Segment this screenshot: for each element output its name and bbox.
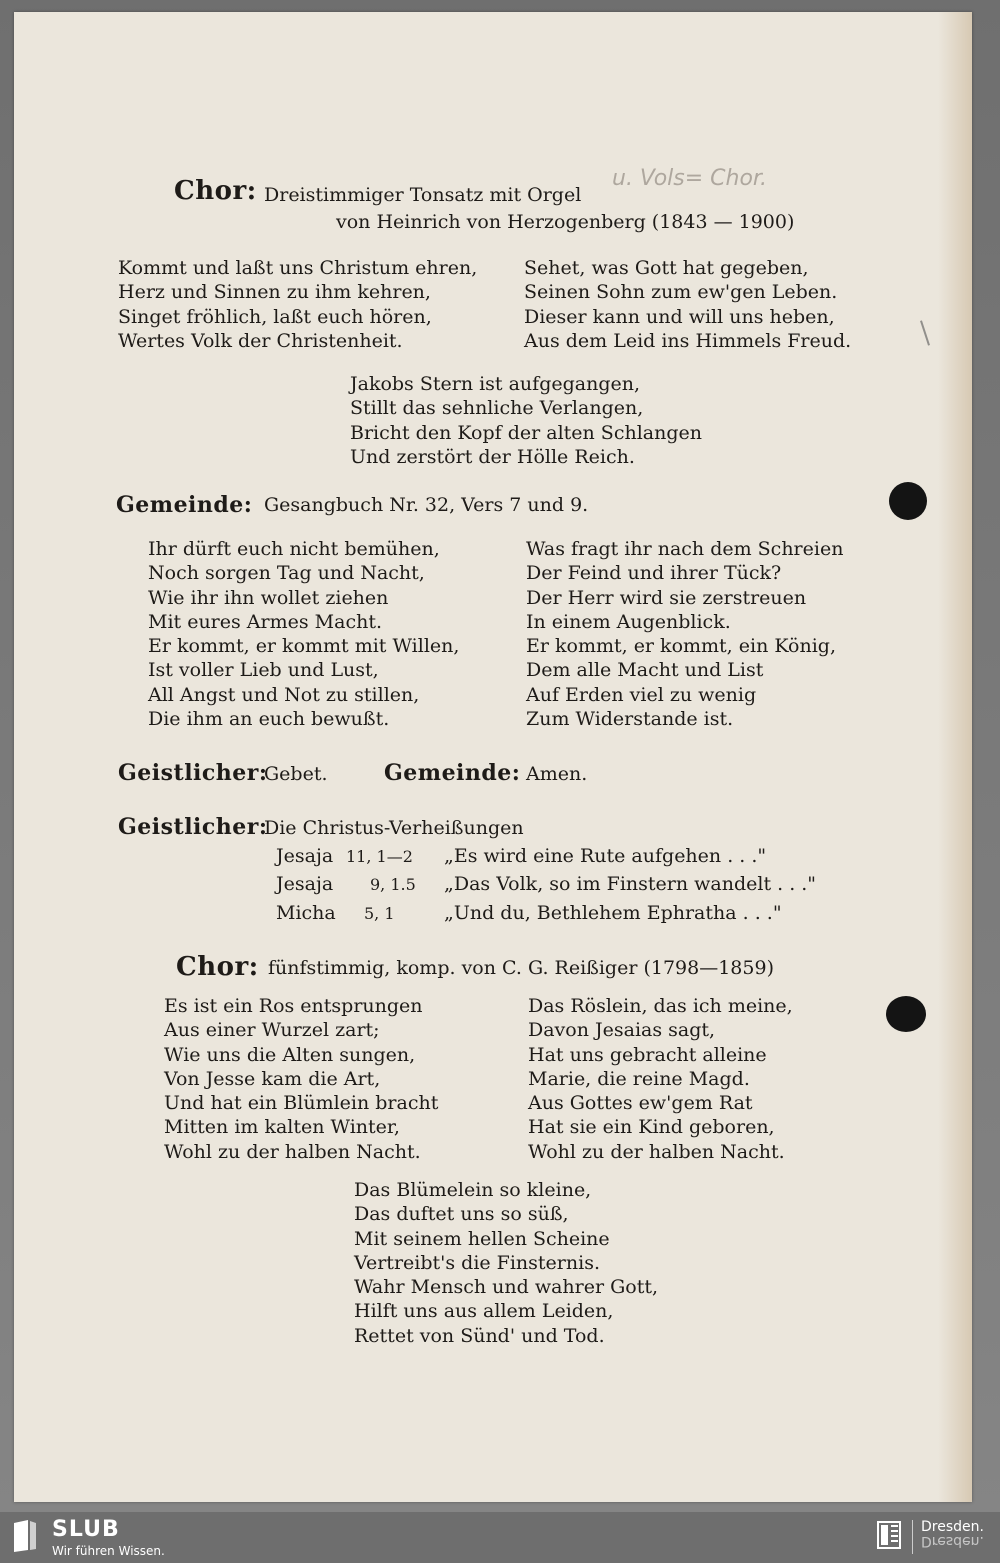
verse-line: Davon Jesaias sagt, [528,1019,716,1042]
scripture-quote: „Es wird eine Rute aufgehen . . ." [444,845,767,867]
verse-line: Aus dem Leid ins Himmels Freud. [524,329,852,352]
verse-line: Singet fröhlich, laßt euch hören, [118,305,432,328]
footer-divider [912,1520,913,1554]
verse-line: Sehet, was Gott hat gegeben, [524,257,809,279]
dresden-label: Dresden. [921,1519,984,1535]
verse-line: Es ist ein Ros entsprungen [164,995,423,1017]
verse-line: Seinen Sohn zum ew'gen Leben. [524,281,838,304]
verse-line: Wertes Volk der Christenheit. [118,329,403,352]
verse-line: Aus einer Wurzel zart; [164,1019,380,1042]
gemeinde-description: Gesangbuch Nr. 32, Vers 7 und 9. [264,494,589,516]
verse-line: Dem alle Macht und List [526,659,764,682]
verse-line: Wahr Mensch und wahrer Gott, [354,1276,659,1299]
verse-line: Wie uns die Alten sungen, [164,1043,416,1066]
page-edge [938,12,972,1502]
scripture-book: Jesaja [276,873,334,895]
punch-hole [889,482,927,520]
verse-right [528,994,793,1164]
geistlicher-label: Geistlicher: [118,814,268,840]
dresden-logo[interactable] [921,1520,984,1548]
scripture-ref: 11, 1—2 [346,847,413,866]
dresden-reflection: Dresden. [921,1533,984,1549]
verse-right [524,256,851,353]
verse-left [118,256,477,353]
chor-label: Chor: [176,952,259,982]
chor-description: fünfstimmig, komp. von C. G. Reißiger (1798—1859) [268,957,774,979]
slub-logo-icon[interactable] [12,1519,38,1553]
verse-line: Aus Gottes ew'gem Rat [528,1092,753,1115]
scripture-book: Micha [276,902,336,924]
verse-line: Rettet von Sünd' und Tod. [354,1324,605,1347]
verse-left [164,994,438,1164]
verse-line: Die ihm an euch bewußt. [148,708,390,731]
verse-line: Stillt das sehnliche Verlangen, [350,397,644,420]
composer-line: von Heinrich von Herzogenberg (1843 — 1900) [336,211,795,233]
verse-line: Wie ihr ihn wollet ziehen [148,586,389,609]
scripture-book: Jesaja [276,845,334,867]
chor-description: Dreistimmiger Tonsatz mit Orgel [264,184,582,206]
viewer-footer [0,1512,1000,1563]
verse-right [526,537,843,731]
verse-line: Bricht den Kopf der alten Schlangen [350,421,702,444]
verse-line: Kommt und laßt uns Christum ehren, [118,257,478,279]
dresden-crest-icon [876,1520,902,1550]
verse-line: Und zerstört der Hölle Reich. [350,445,635,468]
verse-line: Mitten im kalten Winter, [164,1116,400,1139]
verse-line: Das Blümelein so kleine, [354,1179,592,1201]
verse-line: Der Herr wird sie zerstreuen [526,586,807,609]
verse-line: Noch sorgen Tag und Nacht, [148,562,425,585]
verse-line: Wohl zu der halben Nacht. [164,1140,421,1163]
verse-line: Hilft uns aus allem Leiden, [354,1300,614,1323]
verse-line: Marie, die reine Magd. [528,1067,750,1090]
slub-tagline: Wir führen Wissen. [52,1544,165,1558]
verse-line: Ist voller Lieb und Lust, [148,659,379,682]
verheissungen-title: Die Christus-Verheißungen [264,817,524,839]
scripture-quote: „Das Volk, so im Finstern wandelt . . ." [444,873,817,895]
verse-line: Das duftet uns so süß, [354,1203,569,1226]
verse-line: Vertreibt's die Finsternis. [354,1251,600,1274]
verse-left [148,537,459,731]
verse-line: Jakobs Stern ist aufgegangen, [350,373,641,395]
verse-line: Wohl zu der halben Nacht. [528,1140,785,1163]
verse-line: Das Röslein, das ich meine, [528,995,793,1017]
verse-line: Zum Widerstande ist. [526,708,734,731]
gemeinde-label: Gemeinde: [116,492,253,518]
verse-line: Hat uns gebracht alleine [528,1043,767,1066]
gebet-text: Gebet. [264,763,328,785]
slub-brand[interactable]: SLUB [52,1517,120,1542]
scripture-quote: „Und du, Bethlehem Ephratha . . ." [444,902,782,924]
verse-line: Der Feind und ihrer Tück? [526,562,782,585]
pencil-annotation: u. Vols= Chor. [612,166,767,191]
amen-text: Amen. [526,763,588,785]
chor-label: Chor: [174,176,257,206]
verse-line: Mit seinem hellen Scheine [354,1227,610,1250]
verse-line: Er kommt, er kommt, ein König, [526,635,836,658]
verse-line: Dieser kann und will uns heben, [524,305,835,328]
verse-line: Von Jesse kam die Art, [164,1067,381,1090]
punch-hole [886,996,926,1032]
scripture-ref: 9, 1.5 [370,875,416,894]
verse-center [354,1178,658,1348]
gemeinde-label: Gemeinde: [384,760,521,786]
verse-line: All Angst und Not zu stillen, [148,683,420,706]
verse-line: Er kommt, er kommt mit Willen, [148,635,460,658]
scripture-ref: 5, 1 [364,904,395,923]
verse-center [350,372,702,469]
verse-line: In einem Augenblick. [526,610,731,633]
verse-line: Hat sie ein Kind geboren, [528,1116,775,1139]
verse-line: Auf Erden viel zu wenig [526,683,757,706]
verse-line: Und hat ein Blümlein bracht [164,1092,439,1115]
verse-line: Ihr dürft euch nicht bemühen, [148,538,440,560]
verse-line: Was fragt ihr nach dem Schreien [526,538,844,560]
verse-line: Herz und Sinnen zu ihm kehren, [118,281,431,304]
geistlicher-label: Geistlicher: [118,760,268,786]
verse-line: Mit eures Armes Macht. [148,610,382,633]
